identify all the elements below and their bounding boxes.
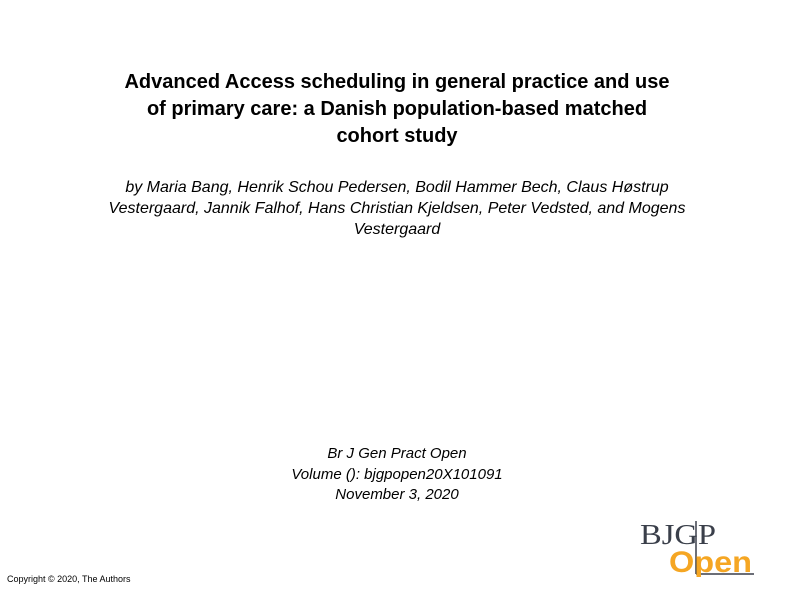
journal-name: Br J Gen Pract Open (327, 445, 467, 462)
logo-open-text: Open (669, 546, 752, 577)
logo-bjgp-text: BJGP (640, 519, 716, 551)
article-title-line-3: cohort study (336, 125, 458, 147)
volume-info: Volume (): bjgpopen20X101091 (291, 465, 503, 483)
copyright-notice: Copyright © 2020, The Authors (7, 574, 131, 584)
article-title-line-2: of primary care: a Danish population-based matched (146, 98, 648, 120)
article-title (50, 69, 744, 150)
citation-block (197, 444, 597, 506)
bjgp-open-logo (638, 517, 756, 577)
article-title-line-1: Advanced Access scheduling in general practice and use (124, 71, 670, 93)
author-list-line-1: by Maria Bang, Henrik Schou Pedersen, Bodil Hammer Bech, Claus Høstrup (125, 179, 669, 196)
author-list-line-3: Vestergaard (353, 221, 441, 238)
author-list-line-2: Vestergaard, Jannik Falhof, Hans Christian Kjeldsen, Peter Vedsted, and Mogens (108, 200, 686, 217)
publication-date: November 3, 2020 (335, 486, 459, 503)
author-list (40, 177, 754, 240)
